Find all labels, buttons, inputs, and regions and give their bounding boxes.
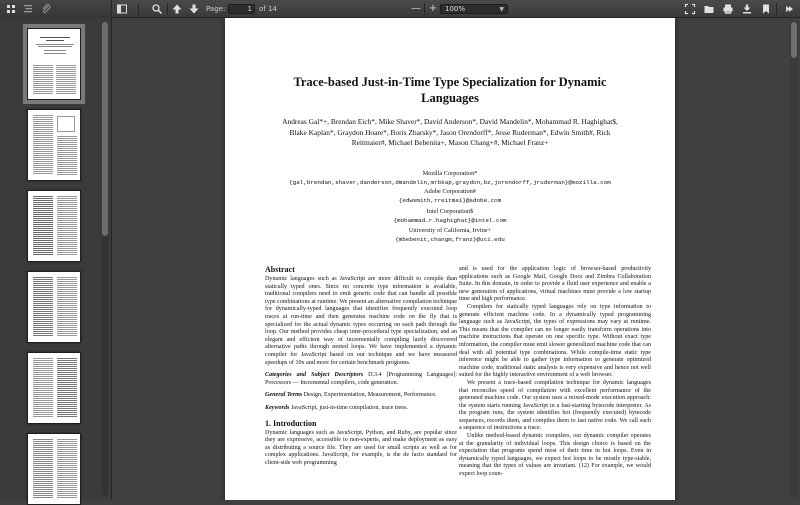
- affiliation-name: Adobe Corporation#: [424, 188, 476, 195]
- thumbnail-page-6[interactable]: [27, 433, 81, 505]
- page-label: Page:: [206, 5, 226, 13]
- zoom-in-icon[interactable]: +: [428, 3, 438, 14]
- thumbnails-view-icon[interactable]: [5, 3, 17, 15]
- terms-label: General Terms: [265, 392, 303, 399]
- thumbnail-page-5[interactable]: [27, 352, 81, 424]
- document-viewer[interactable]: [113, 18, 800, 500]
- keywords-text: JavaScript, just-in-time compilation, trace trees.: [290, 404, 408, 411]
- pdf-page-1: [225, 18, 675, 500]
- thumbnail-page-1[interactable]: [27, 28, 81, 100]
- abstract-heading: Abstract: [265, 265, 295, 274]
- viewer-scrollbar-thumb[interactable]: [791, 22, 797, 58]
- body-paragraph: Compilers for statically typed languages rely on type information to generate efficient machine code. In a dynamically typed programming language such as JavaScript, the types of expressions may vary at runtime. This means that the compiler can no longer easily transform operations into machine instructions that operate on one specific type. Without exact type information, the compiler must emit slower generalized machine code that can deal with all potential type combinations. While compile-time static type inference might be able to gather type information to generate optimized machine code, traditional static analysis is very expensive and hence not well suited for the highly interactive environment of a web browser.: [459, 303, 651, 379]
- affiliation-email: {mbebenit,changm,franz}@uci.edu: [395, 235, 505, 243]
- toolbar-separator: [138, 3, 139, 15]
- introduction-heading: 1. Introduction: [265, 418, 317, 428]
- print-icon[interactable]: [722, 3, 734, 15]
- affiliation-intel: [225, 208, 675, 225]
- sidebar-toolbar: [0, 0, 112, 18]
- page-count: of 14: [259, 5, 277, 13]
- search-icon[interactable]: [151, 3, 163, 15]
- body-paragraph: Unlike method-based dynamic compilers, our dynamic compiler operates at the granularity of individual loops. This design choice is based on the expectation that programs spend most of their time in hot loops. Even in dynamically typed languages, we expect hot loops to be mostly type-stable, meaning that the types of values are invariant. (12) For example, we would expect loop coun-: [459, 433, 651, 478]
- next-page-icon[interactable]: [188, 3, 200, 15]
- thumbnail-page-4[interactable]: [27, 271, 81, 343]
- thumbnail-page-3[interactable]: [27, 190, 81, 262]
- affiliation-name: Mozilla Corporation*: [422, 170, 478, 177]
- toolbar-separator: [776, 3, 777, 15]
- categories: [265, 372, 457, 387]
- affiliation-mozilla: [225, 170, 675, 187]
- affiliation-adobe: [225, 188, 675, 205]
- affiliation-name: Intel Corporation$: [426, 208, 474, 215]
- sidebar-scrollbar-thumb[interactable]: [102, 22, 108, 236]
- affiliation-uci: [225, 227, 675, 244]
- zoom-value: 100%: [445, 5, 466, 13]
- right-column: [459, 266, 651, 479]
- viewer-scrollbar-track[interactable]: [790, 20, 798, 498]
- attachments-icon[interactable]: [40, 3, 52, 15]
- zoom-select[interactable]: [440, 4, 508, 14]
- previous-page-icon[interactable]: [171, 3, 183, 15]
- zoom-out-icon[interactable]: —: [411, 3, 421, 14]
- paper-authors: Andreas Gal*+, Brendan Eich*, Mike Shaver*, David Anderson*, David Mandelin*, Mohammad R. Haghighat$, Blake Kaplan*, Graydon Hoare*, Boris Zbarsky*, Jason Orendorff*, Jesse Ruderman*, Edwin Smith#, Rick Reitmaier#, Michael Bebenita+, Mason Chang+#, Michael Franz+: [282, 117, 618, 147]
- categories-text: D.3.4 [Programming Languages]: Processors — Incremental compilers, code generation.: [265, 372, 457, 386]
- page-number-input[interactable]: 1: [228, 4, 255, 14]
- toolbar-separator: [424, 3, 425, 15]
- left-column: [265, 264, 457, 472]
- thumbnail-page-2[interactable]: [27, 109, 81, 181]
- tools-menu-icon[interactable]: [782, 3, 794, 15]
- abstract-text: Dynamic languages such as JavaScript are more difficult to compile than statically typed ones. Since no concrete type information is available, traditional compilers need to emit generic code that can handle all possible type combinations at runtime. We present an alternative compilation technique for dynamically-typed languages that identifies frequently executed loop traces at run-time and then generates machine code on the fly that is specialized for the actual dynamic types occurring on each path through the loop. Our method provides cheap inter-procedural type specialization, and an elegant and efficient way of incrementally compiling lazily discovered alternative paths through nested loops. We have implemented a dynamic compiler for JavaScript based on our technique and we have measured speedups of 10x and more for certain benchmark programs.: [265, 276, 457, 366]
- keywords-label: Keywords: [265, 404, 290, 411]
- toggle-sidebar-icon[interactable]: [116, 3, 128, 15]
- chevron-down-icon: ▼: [499, 6, 504, 13]
- affiliation-email: {mohammad.r.haghighat}@intel.com: [393, 216, 507, 224]
- toolbar-separator: [167, 3, 168, 15]
- introduction-text: Dynamic languages such as JavaScript, Python, and Ruby, are popular since they are expressive, accessible to non-experts, and make deployment as easy as distributing a source file. They are used for small scripts as well as for complex applications. JavaScript, for example, is the de facto standard for client-side web programming: [265, 429, 457, 466]
- presentation-mode-icon[interactable]: [684, 3, 696, 15]
- bookmark-icon[interactable]: [760, 3, 772, 15]
- categories-label: Categories and Subject Descriptors: [265, 372, 364, 379]
- affiliation-name: University of California, Irvine+: [408, 227, 492, 234]
- affiliation-email: {edwsmith,rreitmai}@adobe.com: [398, 196, 502, 204]
- open-file-icon[interactable]: [703, 3, 715, 15]
- outline-view-icon[interactable]: [22, 3, 34, 15]
- thumbnail-sidebar: [0, 18, 112, 500]
- body-paragraph: and is used for the application logic of browser-based productivity applications such as Google Mail, Google Docs and Zimbra Collaboration Suite. In this domain, in order to provide a fluid user experience and enable a new generation of applications, virtual machines must provide a low startup time and high performance.: [459, 266, 651, 303]
- paper-title: Trace-based Just-in-Time Type Specialization for Dynamic Languages: [293, 75, 607, 105]
- affiliation-email: {gal,brendan,shaver,danderson,dmandelin,mrbkap,graydon,bz,jorendorff,jruderman}@mozilla.com: [289, 178, 611, 186]
- terms-text: Design, Experimentation, Measurement, Performance.: [303, 392, 437, 399]
- download-icon[interactable]: [741, 3, 753, 15]
- body-paragraph: We present a trace-based compilation technique for dynamic languages that reconciles speed of compilation with excellent performance of the generated machine code. Our system uses a mixed-mode execution approach: the system starts running JavaScript in a fast-starting bytecode interpreter. As the program runs, the system identifies hot (frequently executed) bytecode sequences, records them, and compiles them to fast native code. We call such a sequence of instructions a trace.: [459, 379, 651, 432]
- general-terms: [265, 392, 457, 400]
- keywords: [265, 405, 457, 413]
- toolbar: [0, 0, 800, 18]
